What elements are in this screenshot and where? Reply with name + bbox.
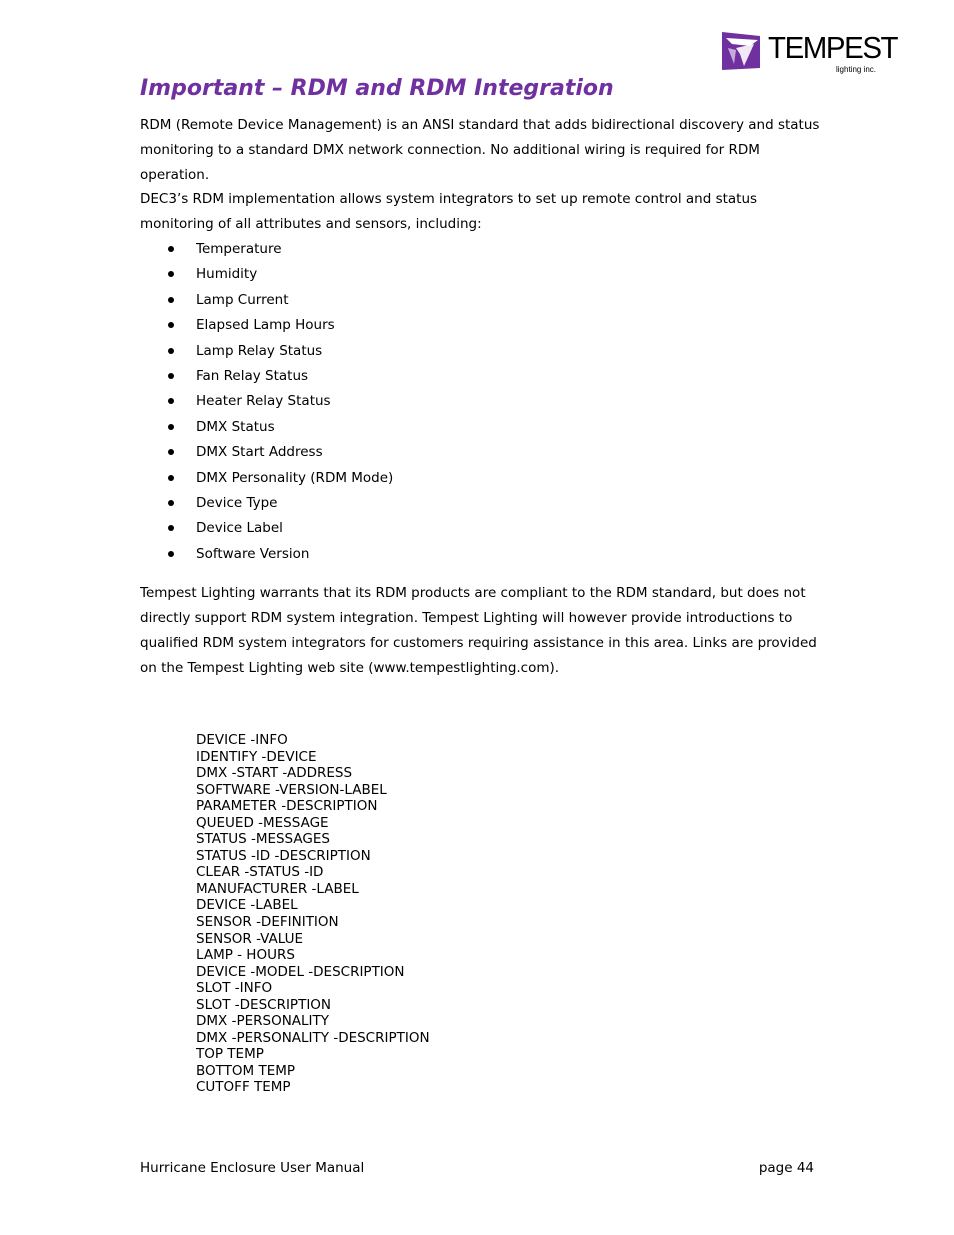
parameter-item: QUEUED -MESSAGE: [196, 814, 329, 831]
parameter-item: DEVICE -INFO: [196, 732, 288, 748]
list-item-label: Lamp Relay Status: [196, 342, 323, 359]
section-title: Important – RDM and RDM Integration: [140, 76, 614, 101]
parameter-item: SENSOR -DEFINITION: [196, 914, 339, 931]
list-item-label: Device Type: [196, 494, 278, 511]
list-item-label: Fan Relay Status: [196, 367, 309, 384]
bullet-icon: [168, 475, 174, 481]
parameter-item: STATUS -MESSAGES: [196, 831, 330, 848]
list-item-label: DMX Status: [196, 418, 275, 435]
bullet-icon: [168, 449, 174, 455]
footer-manual-title: Hurricane Enclosure User Manual: [140, 1160, 365, 1176]
dec3-paragraph: DEC3’s RDM implementation allows system integrators to set up remote control and status monitoring of all attributes and sensors, including:: [140, 191, 758, 232]
tempest-logo-icon: [720, 30, 762, 72]
bullet-icon: [168, 525, 174, 531]
parameter-item: SENSOR -VALUE: [196, 930, 304, 947]
list-item-label: Temperature: [196, 241, 282, 257]
logo-wordmark: TEMPEST: [768, 30, 898, 65]
bullet-icon: [168, 373, 174, 379]
bullet-icon: [168, 271, 174, 277]
intro-paragraph: RDM (Remote Device Management) is an ANSI standard that adds bidirectional discovery and status monitoring to a standard DMX network connection. No additional wiring is required for RDM operation.: [140, 117, 820, 183]
bullet-icon: [168, 424, 174, 430]
list-item-label: Elapsed Lamp Hours: [196, 317, 335, 334]
bullet-icon: [168, 348, 174, 354]
parameter-item: LAMP - HOURS: [196, 947, 295, 964]
parameter-item: DMX -PERSONALITY -DESCRIPTION: [196, 1029, 430, 1046]
parameter-item: CUTOFF TEMP: [196, 1079, 291, 1096]
parameter-item: TOP TEMP: [196, 1046, 264, 1063]
list-item-label: Lamp Current: [196, 291, 289, 308]
bullet-icon: [168, 297, 174, 303]
parameter-item: MANUFACTURER -LABEL: [196, 880, 359, 897]
tempest-logo: [720, 30, 900, 76]
bullet-icon: [168, 322, 174, 328]
bullet-icon: [168, 398, 174, 404]
parameter-item: CLEAR -STATUS -ID: [196, 864, 324, 881]
bullet-icon: [168, 246, 174, 252]
list-item-label: DMX Personality (RDM Mode): [196, 469, 394, 486]
list-item-label: Humidity: [196, 266, 258, 283]
logo-subtitle: lighting inc.: [836, 65, 877, 74]
parameter-item: SLOT -DESCRIPTION: [196, 996, 332, 1013]
parameter-item: DEVICE -LABEL: [196, 897, 298, 914]
list-item-label: Heater Relay Status: [196, 393, 331, 410]
footer-page-number: page 44: [758, 1160, 814, 1176]
parameter-item: IDENTIFY -DEVICE: [196, 748, 317, 765]
bullet-icon: [168, 500, 174, 506]
parameter-item: STATUS -ID -DESCRIPTION: [196, 847, 371, 864]
rdm-parameter-list: [196, 732, 430, 1096]
parameter-item: PARAMETER -DESCRIPTION: [196, 798, 378, 815]
list-item-label: Device Label: [196, 520, 283, 537]
parameter-item: DMX -START -ADDRESS: [196, 765, 353, 782]
list-item-label: DMX Start Address: [196, 444, 323, 461]
warranty-paragraph: Tempest Lighting warrants that its RDM products are compliant to the RDM standard, but does not directly support RDM system integration. Tempest Lighting will however provide introductions to qualified RDM system integrators for customers requiring assistance in this area. Links are provided on the Tempest Lighting web site (www.tempestlighting.com).: [140, 585, 817, 676]
list-item-label: Software Version: [196, 545, 310, 562]
parameter-item: SOFTWARE -VERSION-LABEL: [196, 781, 387, 798]
bullet-icon: [168, 551, 174, 557]
parameter-item: DEVICE -MODEL -DESCRIPTION: [196, 963, 405, 980]
parameter-item: BOTTOM TEMP: [196, 1062, 296, 1079]
parameter-item: SLOT -INFO: [196, 980, 273, 997]
parameter-item: DMX -PERSONALITY: [196, 1013, 330, 1030]
